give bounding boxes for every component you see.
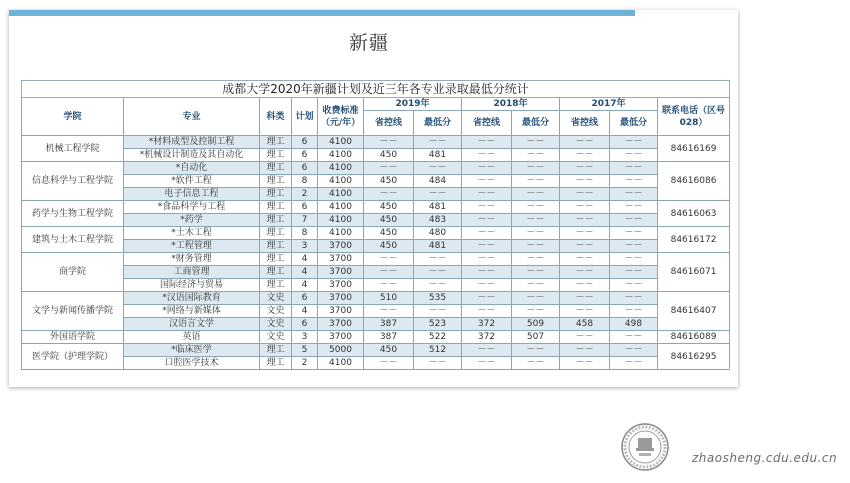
min-2019-cell: －－ <box>414 279 462 292</box>
control-2019-cell: 450 <box>364 149 414 162</box>
control-2018-cell: －－ <box>462 149 512 162</box>
subject-cell: 理工 <box>260 240 292 253</box>
plan-cell: 2 <box>292 188 318 201</box>
header-2018: 2018年 <box>462 98 560 111</box>
control-2017-cell: －－ <box>560 331 610 344</box>
control-2017-cell: －－ <box>560 305 610 318</box>
control-2018-cell: －－ <box>462 344 512 357</box>
plan-cell: 6 <box>292 292 318 305</box>
min-2019-cell: 512 <box>414 344 462 357</box>
major-cell: *土木工程 <box>124 227 260 240</box>
table-row <box>22 214 730 227</box>
subject-cell: 理工 <box>260 266 292 279</box>
fee-cell: 3700 <box>318 253 364 266</box>
plan-cell: 5 <box>292 344 318 357</box>
fee-cell: 4100 <box>318 149 364 162</box>
table-row <box>22 279 730 292</box>
college-cell: 建筑与土木工程学院 <box>22 227 124 253</box>
control-2018-cell: －－ <box>462 227 512 240</box>
fee-cell: 4100 <box>318 175 364 188</box>
control-2019-cell: －－ <box>364 279 414 292</box>
subject-cell: 理工 <box>260 357 292 370</box>
min-2017-cell: －－ <box>610 266 658 279</box>
control-2017-cell: －－ <box>560 253 610 266</box>
min-2018-cell: －－ <box>512 279 560 292</box>
plan-cell: 6 <box>292 136 318 149</box>
major-cell: *材料成型及控制工程 <box>124 136 260 149</box>
header-min-2017: 最低分 <box>610 111 658 136</box>
college-cell: 商学院 <box>22 253 124 292</box>
plan-cell: 4 <box>292 279 318 292</box>
control-2019-cell: 450 <box>364 344 414 357</box>
page-title: 新疆 <box>348 32 389 54</box>
control-2017-cell: －－ <box>560 240 610 253</box>
min-2019-cell: －－ <box>414 253 462 266</box>
min-2019-cell: 535 <box>414 292 462 305</box>
plan-cell: 6 <box>292 149 318 162</box>
header-major: 专业 <box>124 98 260 136</box>
min-2019-cell: －－ <box>414 136 462 149</box>
min-2018-cell: 509 <box>512 318 560 331</box>
min-2018-cell: －－ <box>512 240 560 253</box>
table-row <box>22 344 730 357</box>
control-2019-cell: 510 <box>364 292 414 305</box>
plan-cell: 4 <box>292 266 318 279</box>
major-cell: 英语 <box>124 331 260 344</box>
min-2017-cell: －－ <box>610 357 658 370</box>
phone-cell: 84616089 <box>658 331 730 344</box>
major-cell: 国际经济与贸易 <box>124 279 260 292</box>
top-accent-bar <box>9 10 635 16</box>
table-row <box>22 357 730 370</box>
min-2019-cell: －－ <box>414 305 462 318</box>
major-cell: *食品科学与工程 <box>124 201 260 214</box>
college-cell: 机械工程学院 <box>22 136 124 162</box>
min-2019-cell: 481 <box>414 240 462 253</box>
major-cell: *汉语国际教育 <box>124 292 260 305</box>
header-college: 学院 <box>22 98 124 136</box>
plan-cell: 6 <box>292 318 318 331</box>
control-2018-cell: －－ <box>462 162 512 175</box>
college-cell: 药学与生物工程学院 <box>22 201 124 227</box>
min-2019-cell: 523 <box>414 318 462 331</box>
fee-cell: 4100 <box>318 214 364 227</box>
min-2018-cell: －－ <box>512 136 560 149</box>
subject-cell: 理工 <box>260 175 292 188</box>
plan-cell: 6 <box>292 162 318 175</box>
min-2017-cell: －－ <box>610 136 658 149</box>
control-2018-cell: －－ <box>462 175 512 188</box>
subject-cell: 理工 <box>260 214 292 227</box>
header-control-2019: 省控线 <box>364 111 414 136</box>
control-2018-cell: 372 <box>462 331 512 344</box>
subject-cell: 文史 <box>260 331 292 344</box>
min-2019-cell: 483 <box>414 214 462 227</box>
fee-cell: 4100 <box>318 136 364 149</box>
control-2017-cell: －－ <box>560 149 610 162</box>
phone-cell: 84616071 <box>658 253 730 292</box>
min-2017-cell: －－ <box>610 344 658 357</box>
control-2017-cell: －－ <box>560 188 610 201</box>
min-2018-cell: －－ <box>512 292 560 305</box>
header-control-2017: 省控线 <box>560 111 610 136</box>
control-2019-cell: －－ <box>364 253 414 266</box>
control-2019-cell: －－ <box>364 305 414 318</box>
plan-cell: 7 <box>292 214 318 227</box>
min-2017-cell: －－ <box>610 175 658 188</box>
fee-cell: 5000 <box>318 344 364 357</box>
major-cell: *工程管理 <box>124 240 260 253</box>
control-2018-cell: －－ <box>462 214 512 227</box>
min-2019-cell: 481 <box>414 149 462 162</box>
phone-cell: 84616172 <box>658 227 730 253</box>
control-2019-cell: 387 <box>364 318 414 331</box>
major-cell: *财务管理 <box>124 253 260 266</box>
table-row <box>22 175 730 188</box>
admission-score-table <box>21 80 730 370</box>
min-2018-cell: －－ <box>512 305 560 318</box>
table-row <box>22 227 730 240</box>
min-2017-cell: －－ <box>610 162 658 175</box>
control-2018-cell: －－ <box>462 240 512 253</box>
min-2019-cell: 480 <box>414 227 462 240</box>
plan-cell: 8 <box>292 227 318 240</box>
fee-cell: 3700 <box>318 305 364 318</box>
header-plan: 计划 <box>292 98 318 136</box>
min-2017-cell: －－ <box>610 305 658 318</box>
major-cell: *自动化 <box>124 162 260 175</box>
header-fee: 收费标准（元/年） <box>318 98 364 136</box>
phone-cell: 84616169 <box>658 136 730 162</box>
control-2017-cell: －－ <box>560 136 610 149</box>
control-2018-cell: －－ <box>462 201 512 214</box>
control-2018-cell: －－ <box>462 253 512 266</box>
control-2019-cell: 450 <box>364 175 414 188</box>
header-phone: 联系电话（区号028） <box>658 98 730 136</box>
min-2019-cell: －－ <box>414 162 462 175</box>
control-2018-cell: －－ <box>462 305 512 318</box>
college-cell: 医学院（护理学院） <box>22 344 124 370</box>
plan-cell: 3 <box>292 240 318 253</box>
min-2017-cell: －－ <box>610 201 658 214</box>
min-2018-cell: －－ <box>512 149 560 162</box>
plan-cell: 4 <box>292 305 318 318</box>
table-row <box>22 136 730 149</box>
table-row <box>22 266 730 279</box>
plan-cell: 8 <box>292 175 318 188</box>
fee-cell: 4100 <box>318 227 364 240</box>
table-row <box>22 292 730 305</box>
header-2017: 2017年 <box>560 98 658 111</box>
subject-cell: 理工 <box>260 188 292 201</box>
min-2019-cell: －－ <box>414 188 462 201</box>
min-2017-cell: －－ <box>610 227 658 240</box>
control-2019-cell: 450 <box>364 227 414 240</box>
table-row <box>22 201 730 214</box>
min-2018-cell: －－ <box>512 357 560 370</box>
control-2017-cell: －－ <box>560 279 610 292</box>
subject-cell: 理工 <box>260 344 292 357</box>
fee-cell: 3700 <box>318 240 364 253</box>
min-2017-cell: －－ <box>610 188 658 201</box>
min-2018-cell: －－ <box>512 266 560 279</box>
min-2017-cell: －－ <box>610 149 658 162</box>
control-2019-cell: 450 <box>364 214 414 227</box>
min-2018-cell: －－ <box>512 214 560 227</box>
fee-cell: 4100 <box>318 188 364 201</box>
control-2019-cell: －－ <box>364 162 414 175</box>
subject-cell: 理工 <box>260 227 292 240</box>
header-control-2018: 省控线 <box>462 111 512 136</box>
major-cell: *药学 <box>124 214 260 227</box>
fee-cell: 4100 <box>318 162 364 175</box>
min-2019-cell: 484 <box>414 175 462 188</box>
fee-cell: 4100 <box>318 201 364 214</box>
table-row <box>22 240 730 253</box>
control-2019-cell: 450 <box>364 240 414 253</box>
min-2018-cell: －－ <box>512 162 560 175</box>
major-cell: 口腔医学技术 <box>124 357 260 370</box>
major-cell: 电子信息工程 <box>124 188 260 201</box>
fee-cell: 3700 <box>318 292 364 305</box>
fee-cell: 3700 <box>318 279 364 292</box>
major-cell: *软件工程 <box>124 175 260 188</box>
header-2019: 2019年 <box>364 98 462 111</box>
min-2018-cell: 507 <box>512 331 560 344</box>
subject-cell: 理工 <box>260 162 292 175</box>
header-subject: 科类 <box>260 98 292 136</box>
header-min-2018: 最低分 <box>512 111 560 136</box>
table-row <box>22 318 730 331</box>
control-2019-cell: －－ <box>364 188 414 201</box>
min-2017-cell: －－ <box>610 240 658 253</box>
table-body <box>22 136 730 370</box>
control-2017-cell: －－ <box>560 214 610 227</box>
min-2019-cell: －－ <box>414 266 462 279</box>
control-2017-cell: －－ <box>560 201 610 214</box>
table-row <box>22 253 730 266</box>
subject-cell: 理工 <box>260 279 292 292</box>
min-2018-cell: －－ <box>512 201 560 214</box>
control-2018-cell: －－ <box>462 266 512 279</box>
plan-cell: 3 <box>292 331 318 344</box>
site-watermark: zhaosheng.cdu.edu.cn <box>692 451 838 465</box>
min-2019-cell: －－ <box>414 357 462 370</box>
min-2018-cell: －－ <box>512 344 560 357</box>
min-2017-cell: －－ <box>610 292 658 305</box>
fee-cell: 3700 <box>318 331 364 344</box>
control-2019-cell: 450 <box>364 201 414 214</box>
control-2017-cell: －－ <box>560 344 610 357</box>
college-cell: 信息科学与工程学院 <box>22 162 124 201</box>
subject-cell: 理工 <box>260 253 292 266</box>
min-2017-cell: －－ <box>610 214 658 227</box>
subject-cell: 理工 <box>260 201 292 214</box>
university-seal-icon <box>620 422 670 472</box>
plan-cell: 6 <box>292 201 318 214</box>
control-2018-cell: 372 <box>462 318 512 331</box>
subject-cell: 文史 <box>260 318 292 331</box>
plan-cell: 2 <box>292 357 318 370</box>
min-2018-cell: －－ <box>512 175 560 188</box>
min-2018-cell: －－ <box>512 227 560 240</box>
control-2018-cell: －－ <box>462 357 512 370</box>
min-2019-cell: 481 <box>414 201 462 214</box>
min-2017-cell: －－ <box>610 279 658 292</box>
control-2018-cell: －－ <box>462 188 512 201</box>
min-2017-cell: －－ <box>610 331 658 344</box>
major-cell: 工商管理 <box>124 266 260 279</box>
fee-cell: 3700 <box>318 266 364 279</box>
table-row <box>22 188 730 201</box>
control-2018-cell: －－ <box>462 292 512 305</box>
subject-cell: 理工 <box>260 136 292 149</box>
min-2017-cell: －－ <box>610 253 658 266</box>
phone-cell: 84616063 <box>658 201 730 227</box>
min-2018-cell: －－ <box>512 253 560 266</box>
college-cell: 外国语学院 <box>22 331 124 344</box>
plan-cell: 4 <box>292 253 318 266</box>
table-title: 成都大学2020年新疆计划及近三年各专业录取最低分统计 <box>22 81 730 98</box>
phone-cell: 84616086 <box>658 162 730 201</box>
min-2017-cell: 498 <box>610 318 658 331</box>
phone-cell: 84616295 <box>658 344 730 370</box>
table-row <box>22 305 730 318</box>
control-2019-cell: －－ <box>364 357 414 370</box>
control-2017-cell: －－ <box>560 175 610 188</box>
control-2017-cell: －－ <box>560 227 610 240</box>
table-row <box>22 149 730 162</box>
major-cell: *临床医学 <box>124 344 260 357</box>
major-cell: *机械设计制造及其自动化 <box>124 149 260 162</box>
control-2017-cell: －－ <box>560 266 610 279</box>
fee-cell: 3700 <box>318 318 364 331</box>
control-2018-cell: －－ <box>462 279 512 292</box>
table-row <box>22 331 730 344</box>
major-cell: *网络与新媒体 <box>124 305 260 318</box>
control-2017-cell: －－ <box>560 357 610 370</box>
control-2019-cell: －－ <box>364 266 414 279</box>
subject-cell: 文史 <box>260 305 292 318</box>
control-2018-cell: －－ <box>462 136 512 149</box>
subject-cell: 理工 <box>260 149 292 162</box>
fee-cell: 4100 <box>318 357 364 370</box>
subject-cell: 文史 <box>260 292 292 305</box>
major-cell: 汉语言文学 <box>124 318 260 331</box>
control-2019-cell: 387 <box>364 331 414 344</box>
min-2018-cell: －－ <box>512 188 560 201</box>
control-2017-cell: －－ <box>560 292 610 305</box>
min-2019-cell: 522 <box>414 331 462 344</box>
college-cell: 文学与新闻传播学院 <box>22 292 124 331</box>
header-min-2019: 最低分 <box>414 111 462 136</box>
control-2019-cell: －－ <box>364 136 414 149</box>
phone-cell: 84616407 <box>658 292 730 331</box>
control-2017-cell: －－ <box>560 162 610 175</box>
control-2017-cell: 458 <box>560 318 610 331</box>
table-row <box>22 162 730 175</box>
